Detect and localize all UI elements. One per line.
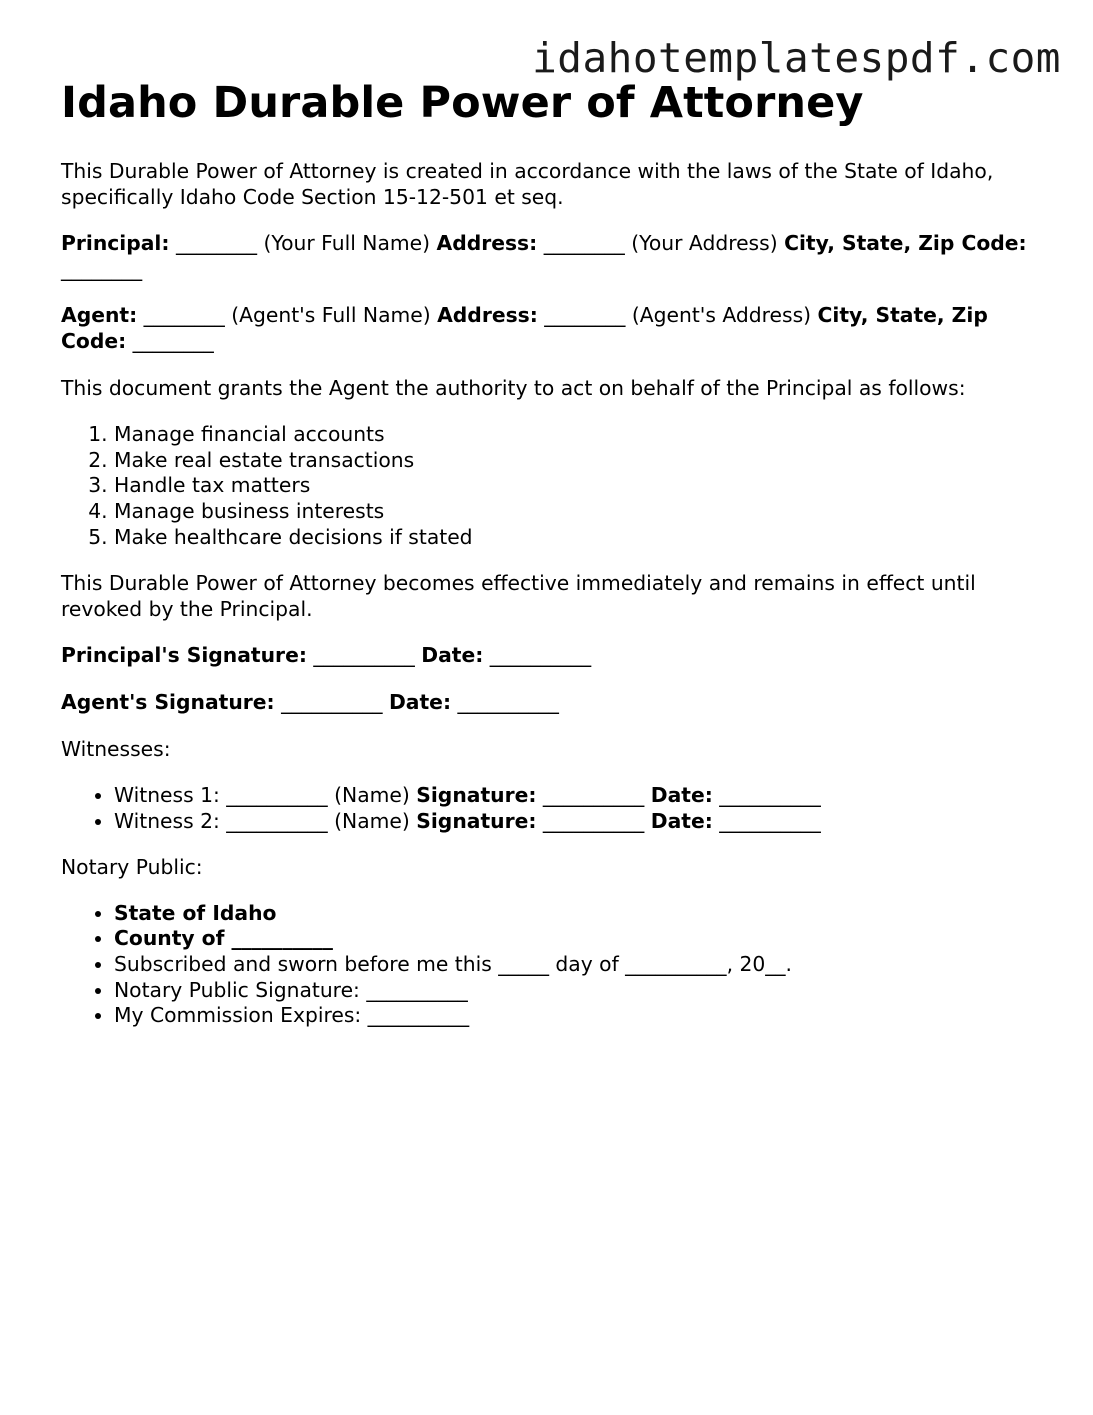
notary-label: Notary Public: [61,855,203,880]
witness-item [114,783,1051,809]
witness-signature-field[interactable]: __________ [536,808,651,833]
agent-signature-field[interactable]: __________ [274,689,389,714]
notary-county[interactable] [114,926,1051,952]
agent-details [61,303,1051,354]
notary-state [114,901,1051,927]
power-item: 2. Make real estate transactions [114,448,1051,474]
principal-city-label: City, State, Zip Code: [784,231,1027,256]
intro-paragraph: This Durable Power of Attorney is created in accordance with the laws of the State of Idaho, specifically Idaho Code Section 15-12-501 et seq. [61,159,994,209]
notary-county-text: County of __________ [114,926,333,951]
principal-signature-line [61,643,1051,669]
agent-label: Agent: [61,303,138,328]
power-item: 3. Handle tax matters [114,473,1051,499]
agent-name-field[interactable]: ________ (Agent's Full Name) [137,303,438,328]
notary-subscribed[interactable]: • Subscribed and sworn before me this _____ day of __________, 20__. [114,952,1051,978]
principal-address-label: Address: [436,231,538,256]
notary-list [61,901,1051,1029]
principal-name-field[interactable]: ________ (Your Full Name) [169,231,437,256]
power-item: 5. Make healthcare decisions if stated [114,525,1051,551]
notary-state-text: State of Idaho [114,900,277,925]
witness-date-label: Date: [650,783,713,808]
principal-label: Principal: [61,231,170,256]
document-title: Idaho Durable Power of Attorney [61,78,864,128]
document-body [61,78,1051,1050]
principal-details [61,231,1051,282]
witness-name-field[interactable]: Witness 2: __________ (Name) [114,808,417,833]
principal-signature-field[interactable]: __________ [306,643,422,668]
notary-signature[interactable]: • Notary Public Signature: __________ [114,978,1051,1004]
principal-date-label: Date: [421,643,484,668]
witness-signature-label: Signature: [416,808,537,833]
power-item: 4. Manage business interests [114,499,1051,525]
witness-signature-label: Signature: [416,783,537,808]
principal-date-field[interactable]: __________ [483,643,592,668]
principal-signature-label: Principal's Signature: [61,643,307,668]
agent-city-field[interactable]: ________ [126,328,214,353]
site-watermark: idahotemplatespdf.com [532,34,1061,82]
powers-list [61,422,1051,550]
witness-date-field[interactable]: __________ [712,808,821,833]
power-item: 1. Manage financial accounts [114,422,1051,448]
witness-date-label: Date: [650,808,713,833]
witness-item [114,809,1051,835]
witnesses-label: Witnesses: [61,736,171,761]
agent-date-label: Date: [388,689,452,714]
effective-paragraph: This Durable Power of Attorney becomes effective immediately and remains in effect until revoked by the Principal. [61,571,976,621]
witness-date-field[interactable]: __________ [712,783,821,808]
principal-address-field[interactable]: ________ (Your Address) [537,231,785,256]
notary-commission[interactable]: • My Commission Expires: __________ [114,1003,1051,1029]
principal-city-field[interactable]: ________ [61,256,143,281]
witnesses-list [61,783,1051,834]
agent-signature-label: Agent's Signature: [61,689,275,714]
agent-city-label: City, State, Zip Code: [61,303,988,353]
witness-signature-field[interactable]: __________ [536,783,651,808]
witness-name-field[interactable]: Witness 1: __________ (Name) [114,783,417,808]
agent-date-field[interactable]: __________ [451,689,559,714]
agent-signature-line [61,690,1051,716]
grant-paragraph: This document grants the Agent the authority to act on behalf of the Principal as follows: [61,375,966,400]
agent-address-label: Address: [437,303,538,328]
agent-address-field[interactable]: ________ (Agent's Address) [537,303,818,328]
